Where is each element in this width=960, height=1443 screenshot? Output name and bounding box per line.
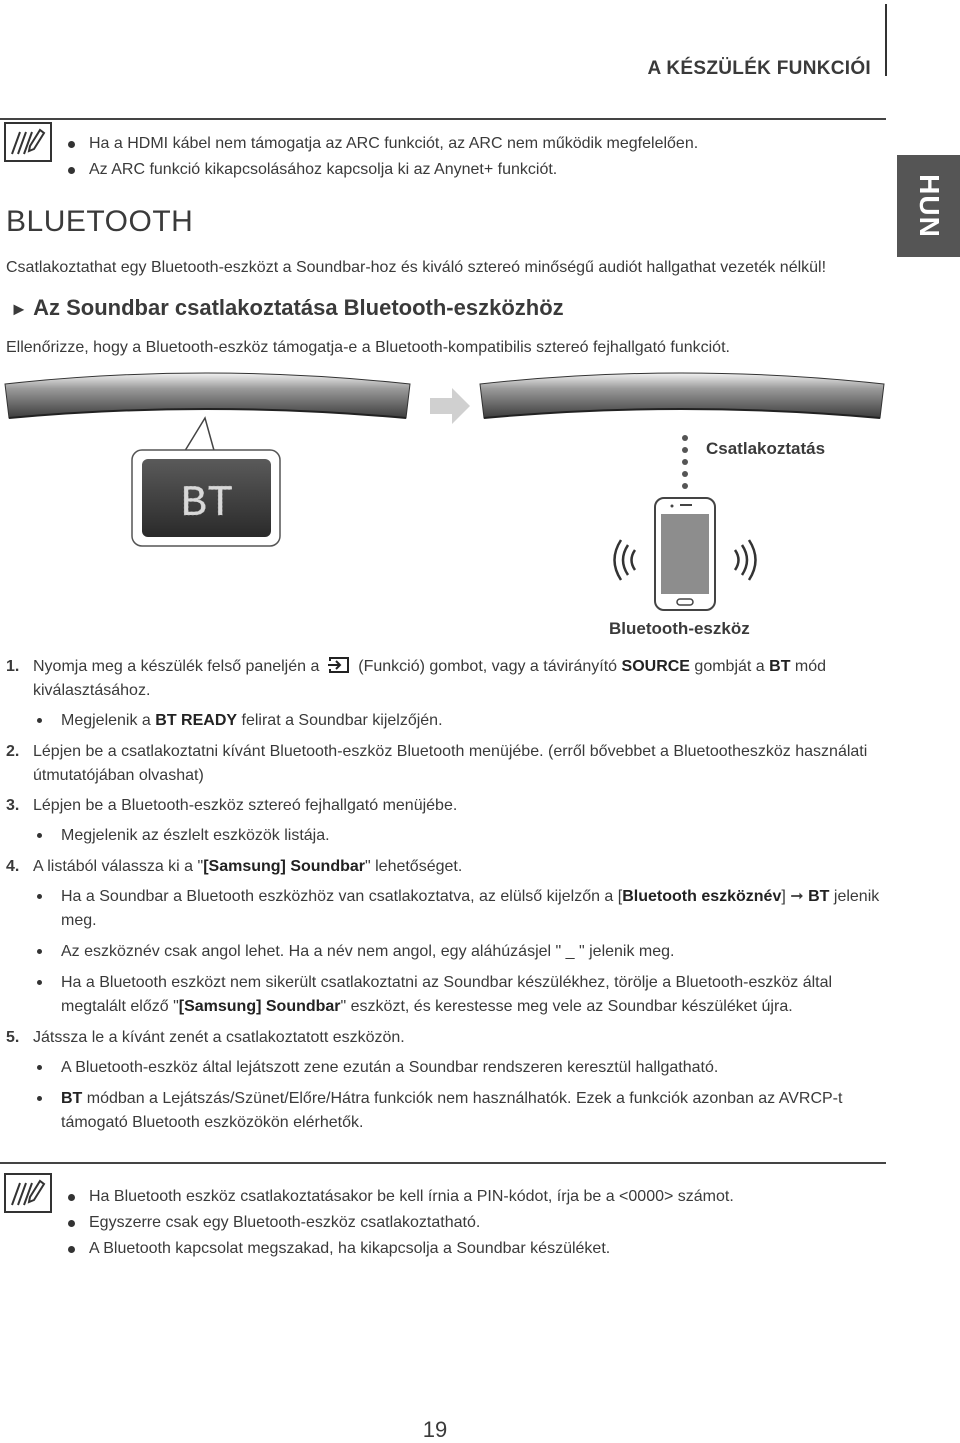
step-text: Lépjen be a Bluetooth-eszköz sztereó fejhallgató menüjébe.	[33, 797, 458, 814]
bullet-text: Megjelenik az észlelt eszközök listája.	[61, 827, 330, 844]
step-5	[6, 1026, 886, 1050]
note-item: Az ARC funkció kikapcsolásához kapcsolja ki az Anynet+ funkciót.	[64, 157, 864, 183]
soundbar-left	[5, 373, 410, 418]
bullet-text: ] ➞	[781, 888, 804, 905]
language-tab-label: HUN	[913, 174, 945, 238]
step-5-bullet	[6, 1087, 886, 1135]
bullet-text: A Bluetooth-eszköz által lejátszott zene ezután a Soundbar rendszeren keresztül hallgatható.	[61, 1059, 719, 1076]
step-5-bullet	[6, 1056, 886, 1080]
step-3-bullet	[6, 824, 886, 848]
step-text: Lépjen be a csatlakoztatni kívánt Bluetooth-eszköz Bluetooth menüjébe. (erről bővebbet a Bluetootheszköz használati útmutatójában olvashat)	[33, 743, 868, 784]
note-item: A Bluetooth kapcsolat megszakad, ha kikapcsolja a Soundbar készüléket.	[64, 1236, 864, 1262]
bullet-bold: BT	[808, 888, 830, 905]
steps-list	[6, 655, 886, 1142]
step-text: (Funkció) gombot, vagy a távirányító	[358, 658, 618, 675]
bullet-text: felirat a Soundbar kijelzőjén.	[241, 712, 443, 729]
step-number: 1.	[6, 658, 20, 675]
bullet-bold: Bluetooth eszköznév	[622, 888, 782, 905]
step-2	[6, 740, 886, 788]
subheading	[10, 295, 564, 321]
note-item: Egyszerre csak egy Bluetooth-eszköz csatlakoztatható.	[64, 1210, 864, 1236]
step-number: 3.	[6, 797, 20, 814]
connection-dots	[682, 435, 688, 489]
language-tab	[897, 155, 960, 257]
page-number: 19	[422, 1417, 448, 1442]
bullet-text: " eszközt, és kerestesse meg vele az Soundbar készüléket újra.	[340, 998, 793, 1015]
note-item: Ha Bluetooth eszköz csatlakoztatásakor be kell írnia a PIN-kódot, írja be a <0000> számot.	[64, 1184, 864, 1210]
step-3	[6, 794, 886, 818]
soundbar-right	[480, 373, 884, 418]
section-title: A KÉSZÜLÉK FUNKCIÓI	[647, 58, 871, 79]
note-list	[64, 1184, 864, 1262]
bullet-text: jelenik meg.	[61, 888, 880, 929]
step-text: mód kiválasztásához.	[33, 658, 827, 699]
note-icon	[4, 1173, 52, 1213]
source-icon	[328, 657, 350, 673]
bullet-bold: BT	[61, 1090, 83, 1107]
bullet-bold: BT READY	[155, 712, 238, 729]
intro-text: Csatlakoztathat egy Bluetooth-eszközt a Soundbar-hoz és kiváló sztereó minőségű audiót hallgathat vezeték nélkül!	[6, 259, 827, 276]
step-text: A listából válassza ki a "	[33, 858, 204, 875]
step-text: " lehetőséget.	[364, 858, 463, 875]
header-divider	[885, 4, 887, 76]
note-list	[64, 131, 864, 183]
smartphone-icon	[655, 498, 715, 610]
bullet-text: Ha a Soundbar a Bluetooth eszközhöz van csatlakoztatva, az elülső kijelzőn a [	[61, 888, 623, 905]
step-4	[6, 855, 886, 879]
device-label: Bluetooth-eszköz	[609, 619, 750, 638]
step-number: 5.	[6, 1029, 20, 1046]
arrow-right-icon: ►	[10, 299, 28, 319]
arrow-right-icon	[430, 388, 470, 424]
step-text: Játssza le a kívánt zenét a csatlakoztatott eszközön.	[33, 1029, 405, 1046]
bullet-text: Ha a Bluetooth eszközt nem sikerült csatlakoztatni az Soundbar készülékhez, törölje a Bluetooth-eszköz által megtalált előző "	[61, 974, 833, 1015]
check-text: Ellenőrizze, hogy a Bluetooth-eszköz támogatja-e a Bluetooth-kompatibilis sztereó fejhallgató funkciót.	[6, 339, 730, 356]
subheading-text: Az Soundbar csatlakoztatása Bluetooth-eszközhöz	[33, 295, 564, 320]
display-text: BT	[180, 479, 234, 529]
bullet-bold: [Samsung] Soundbar	[178, 998, 341, 1015]
step-1-bullet	[6, 709, 886, 733]
step-bold: [Samsung] Soundbar	[203, 858, 365, 875]
note-item: Ha a HDMI kábel nem támogatja az ARC funkciót, az ARC nem működik megfelelően.	[64, 131, 864, 157]
step-number: 4.	[6, 858, 20, 875]
note-icon	[4, 122, 52, 162]
step-4-bullet	[6, 885, 886, 933]
step-4-bullet	[6, 971, 886, 1019]
bullet-text: Megjelenik a	[61, 712, 151, 729]
soundbar-illustration	[0, 370, 900, 645]
step-1	[6, 655, 886, 703]
connect-label: Csatlakoztatás	[706, 439, 826, 458]
top-rule	[0, 118, 886, 120]
note-rule	[0, 1162, 886, 1164]
step-number: 2.	[6, 743, 20, 760]
bullet-text: módban a Lejátszás/Szünet/Előre/Hátra funkciók nem használhatók. Ezek a funkciók azonban az AVRCP-t támogató Bluetooth eszközökön elérhetők.	[61, 1090, 843, 1131]
step-bold: SOURCE	[621, 658, 690, 675]
section-heading: BLUETOOTH	[6, 205, 194, 238]
step-text: Nyomja meg a készülék felső paneljén a	[33, 658, 320, 675]
step-text: gombját a	[694, 658, 765, 675]
step-bold: BT	[769, 658, 791, 675]
step-4-bullet	[6, 940, 886, 964]
bullet-text: Az eszköznév csak angol lehet. Ha a név nem angol, egy aláhúzásjel " _ " jelenik meg.	[61, 943, 675, 960]
